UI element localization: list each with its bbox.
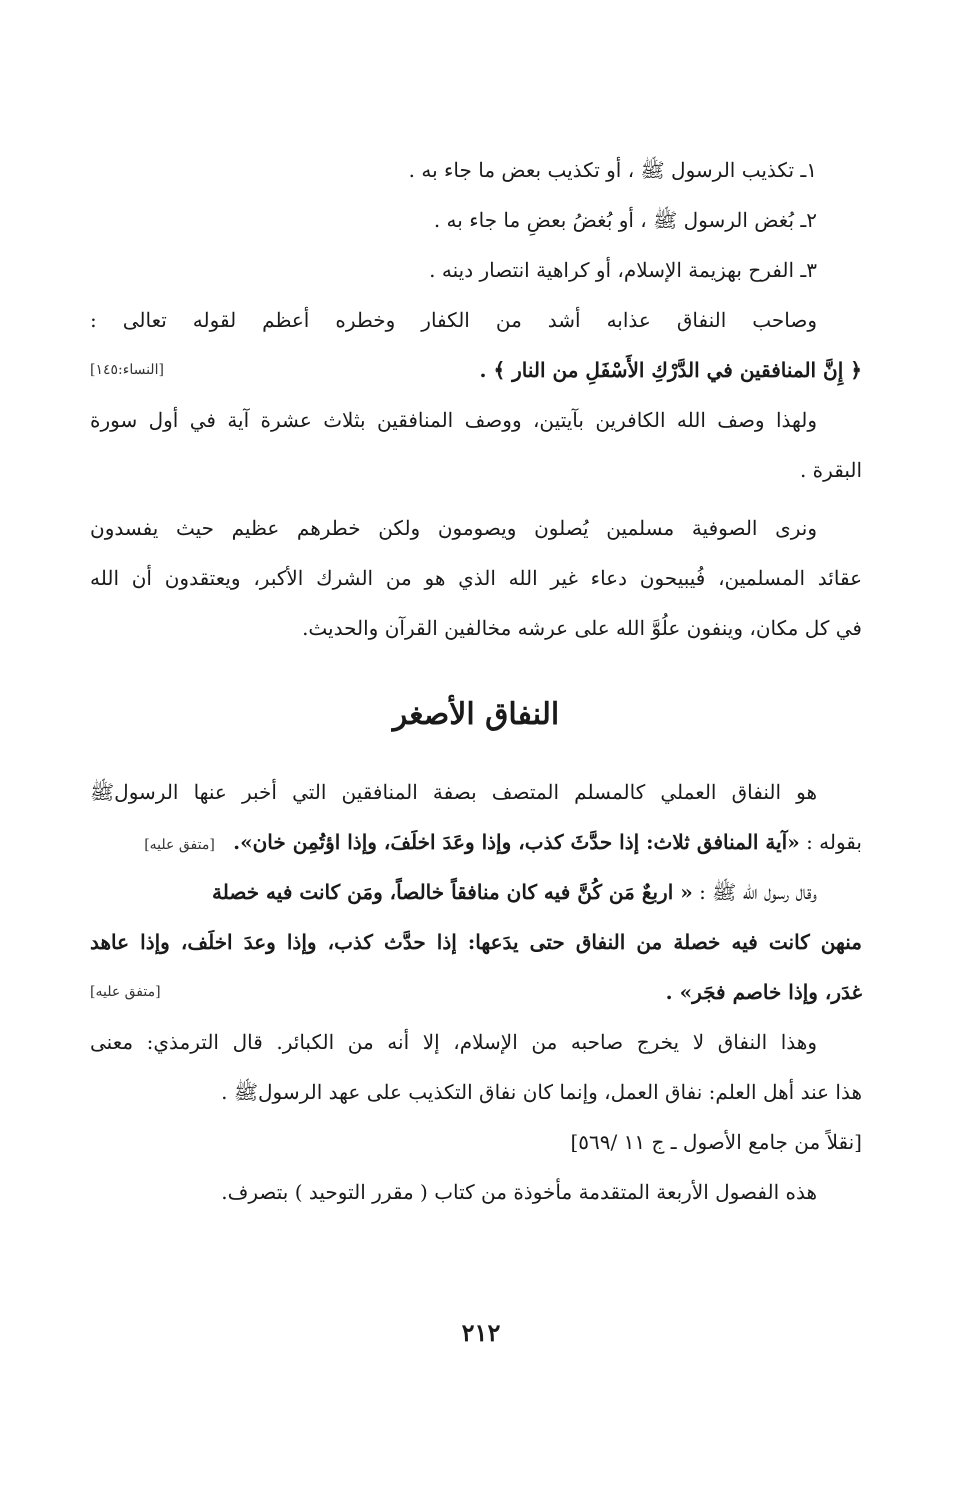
para1-line1: ولهذا وصف الله الكافرين بآيتين، ووصف المنافقين بثلاث عشرة آية في أول سورة [90,408,817,432]
hadith-1: «آية المنافق ثلاث: إذا حدَّثَ كذب، وإذا وعَدَ اخلَفَ، وإذا اؤتُمِن خان». [233,830,800,854]
page-body [90,145,862,1217]
section-heading: النفاق الأصغر [392,697,560,732]
hadith-2-start: « اربعٌ مَن كُنَّ فيه كان منافقاً خالصاً، ومَن كانت فيه خصلة [212,880,693,904]
hadith-2-ref: [متفق عليه] [90,984,161,1000]
para3-prefix: بقوله : [806,830,862,854]
para4-prefix: وقال رسول الله ﷺ : [699,880,817,904]
list-item-2: ٢ـ بُغض الرسول ﷺ ، أو بُغضُ بعضِ ما جاء به . [433,208,817,232]
source-citation: [نقلاً من جامع الأصول ـ ج ١١ /٥٦٩] [570,1130,862,1154]
para2-line3: في كل مكان، وينفون علُوَّ الله على عرشه مخالفين القرآن والحديث. [302,616,862,640]
para4-line1 [90,867,862,917]
list-item-3: ٣ـ الفرح بهزيمة الإسلام، أو كراهية انتصار دينه . [429,258,817,282]
intro-line: وصاحب النفاق عذابه أشد من الكفار وخطره أعظم لقوله تعالى : [90,308,817,332]
para4-line2: منهن كانت فيه خصلة من النفاق حتى يدَعها: إذا حدَّث كذب، وإذا وعدَ اخلَف، وإذا عاهد [90,930,862,954]
para1-line2: البقرة . [799,458,862,482]
para3-line1: هو النفاق العملي كالمسلم المتصف بصفة المنافقين التي أخبر عنها الرسولﷺ [90,780,817,804]
para5-line1: وهذا النفاق لا يخرج صاحبه من الإسلام، إلا أنه من الكبائر. قال الترمذي: معنى [90,1030,817,1054]
list-item-1: ١ـ تكذيب الرسول ﷺ ، أو تكذيب بعض ما جاء به . [408,158,817,182]
para2-line1: ونرى الصوفية مسلمين يُصلون ويصومون ولكن خطرهم عظيم حيث يفسدون [90,516,817,540]
hadith-2-end: غدَر، وإذا خاصم فجَر» . [665,980,862,1004]
para4-line3 [90,967,862,1017]
para2-line2: عقائد المسلمين، فُيبيحون دعاء غير الله الذي هو من الشرك الأكبر، ويعتقدون أن الله [90,566,862,590]
para5-line2: هذا عند أهل العلم: نفاق العمل، وإنما كان نفاق التكذيب على عهد الرسولﷺ . [221,1080,862,1104]
page-number: ٢١٢ [461,1318,501,1347]
verse-ref: [النساء:١٤٥] [90,362,164,378]
verse-line [90,345,862,395]
para3-line2 [90,817,862,867]
closing-note: هذه الفصول الأربعة المتقدمة مأخوذة من كتاب ( مقرر التوحيد ) بتصرف. [221,1180,817,1204]
hadith-1-ref: [متفق عليه] [144,837,215,853]
verse-text: ﴿ إِنَّ المنافقين في الدَّرْكِ الأَسْفَلِ من النار ﴾ . [479,358,862,382]
